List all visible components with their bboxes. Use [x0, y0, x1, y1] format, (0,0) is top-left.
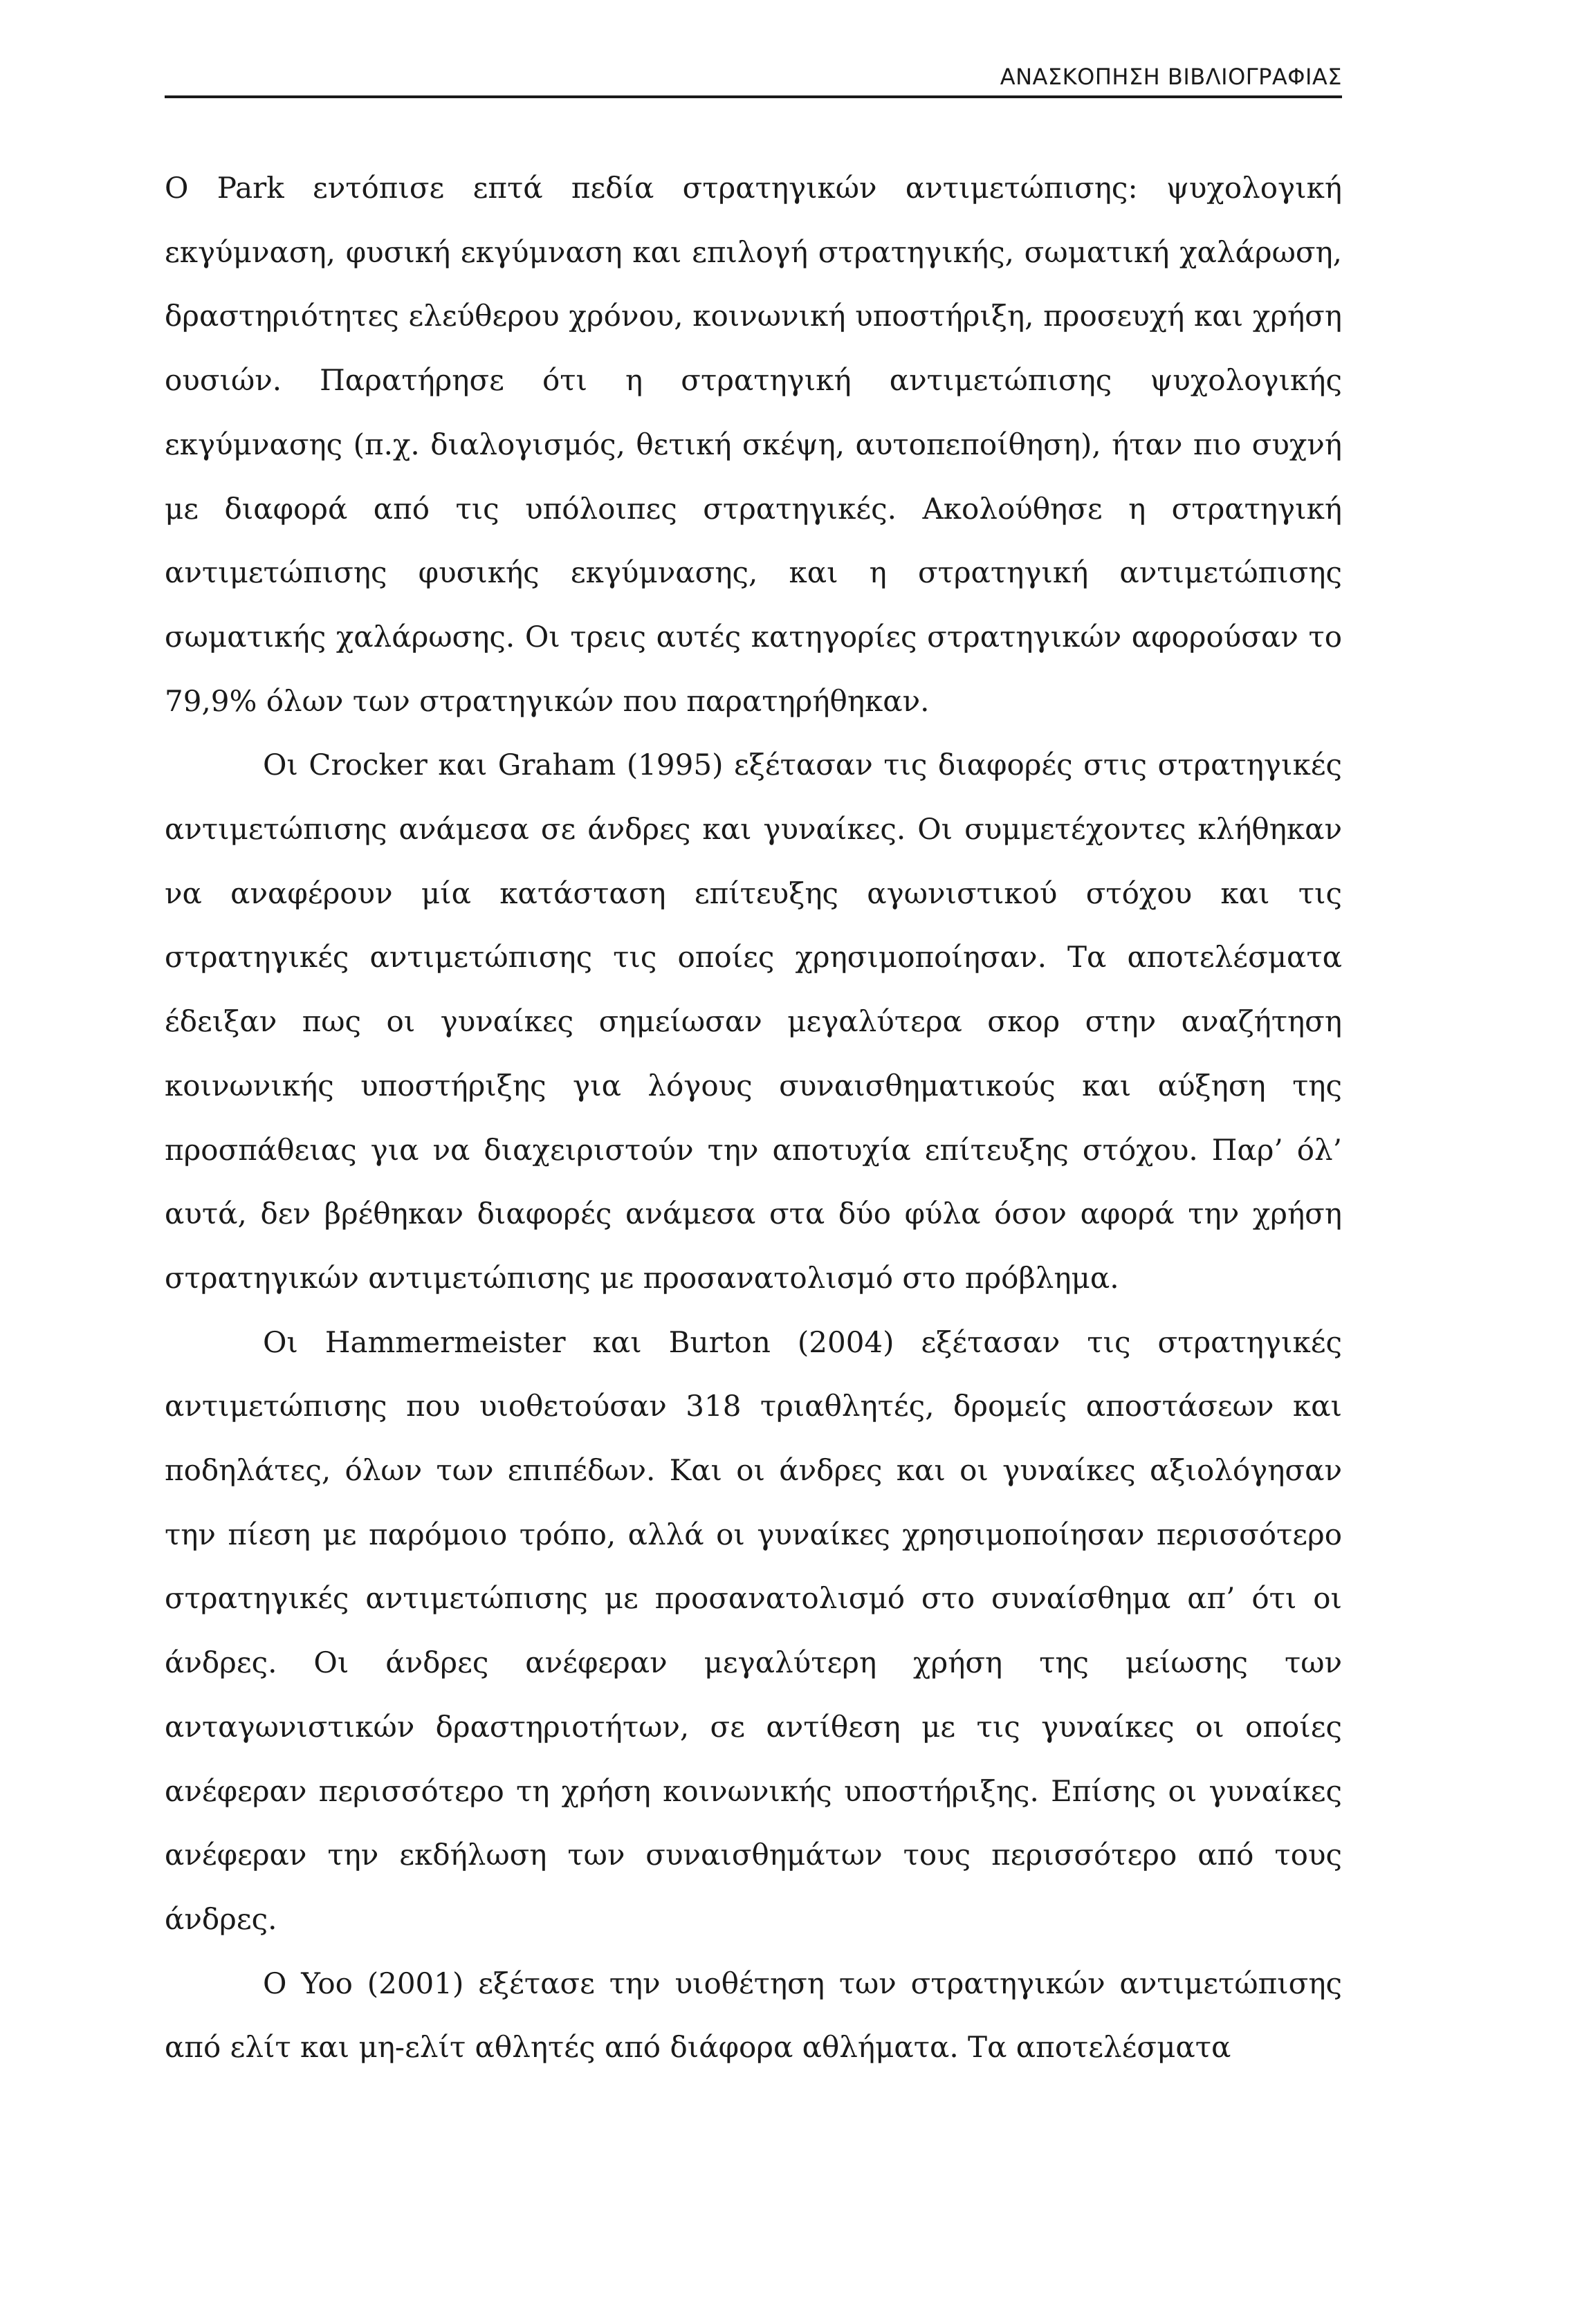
body-text	[165, 156, 1342, 2080]
paragraph-yoo: Ο Yoo (2001) εξέτασε την υιοθέτηση των στρατηγικών αντιμετώπισης από ελίτ και μη-ελίτ αθλητές από διάφορα αθλήματα. Τα αποτελέσματα	[165, 1966, 1342, 2065]
paragraph-hammermeister-burton: Οι Hammermeister και Burton (2004) εξέτασαν τις στρατηγικές αντιμετώπισης που υιοθετούσαν 318 τριαθλητές, δρομείς αποστάσεων και ποδηλάτες, όλων των επιπέδων. Και οι άνδρες και οι γυναίκες αξιολόγησαν την πίεση με παρόμοιο τρόπο, αλλά οι γυναίκες χρησιμοποίησαν περισσότερο στρατηγικές αντιμετώπισης με προσανατολισμό στο συναίσθημα απ’ ότι οι άνδρες. Οι άνδρες ανέφεραν μεγαλύτερη χρήση της μείωσης των ανταγωνιστικών δραστηριοτήτων, σε αντίθεση με τις γυναίκες οι οποίες ανέφεραν περισσότερο τη χρήση κοινωνικής υποστήριξης. Επίσης οι γυναίκες ανέφεραν την εκδήλωση των συναισθημάτων τους περισσότερο από τους άνδρες.	[165, 1325, 1342, 1936]
paragraph-crocker-graham: Οι Crocker και Graham (1995) εξέτασαν τις διαφορές στις στρατηγικές αντιμετώπισης ανάμεσα σε άνδρες και γυναίκες. Οι συμμετέχοντες κλήθηκαν να αναφέρουν μία κατάσταση επίτευξης αγωνιστικού στόχου και τις στρατηγικές αντιμετώπισης τις οποίες χρησιμοποίησαν. Τα αποτελέσματα έδειξαν πως οι γυναίκες σημείωσαν μεγαλύτερα σκορ στην αναζήτηση κοινωνικής υποστήριξης για λόγους συναισθηματικούς και αύξηση της προσπάθειας για να διαχειριστούν την αποτυχία επίτευξης στόχου. Παρ’ όλ’ αυτά, δεν βρέθηκαν διαφορές ανάμεσα στα δύο φύλα όσον αφορά την χρήση στρατηγικών αντιμετώπισης με προσανατολισμό στο πρόβλημα.	[165, 748, 1342, 1295]
running-header-title: ΑΝΑΣΚΟΠΗΣΗ ΒΙΒΛΙΟΓΡΑΦΙΑΣ	[1000, 64, 1342, 90]
header-rule	[165, 95, 1342, 98]
paragraph-park: Ο Park εντόπισε επτά πεδία στρατηγικών αντιμετώπισης: ψυχολογική εκγύμναση, φυσική εκγύμναση και επιλογή στρατηγικής, σωματική χαλάρωση, δραστηριότητες ελεύθερου χρόνου, κοινωνική υποστήριξη, προσευχή και χρήση ουσιών. Παρατήρησε ότι η στρατηγική αντιμετώπισης ψυχολογικής εκγύμνασης (π.χ. διαλογισμός, θετική σκέψη, αυτοπεποίθηση), ήταν πιο συχνή με διαφορά από τις υπόλοιπες στρατηγικές. Ακολούθησε η στρατηγική αντιμετώπισης φυσικής εκγύμνασης, και η στρατηγική αντιμετώπισης σωματικής χαλάρωσης. Οι τρεις αυτές κατηγορίες στρατηγικών αφορούσαν το 79,9% όλων των στρατηγικών που παρατηρήθηκαν.	[165, 171, 1342, 718]
